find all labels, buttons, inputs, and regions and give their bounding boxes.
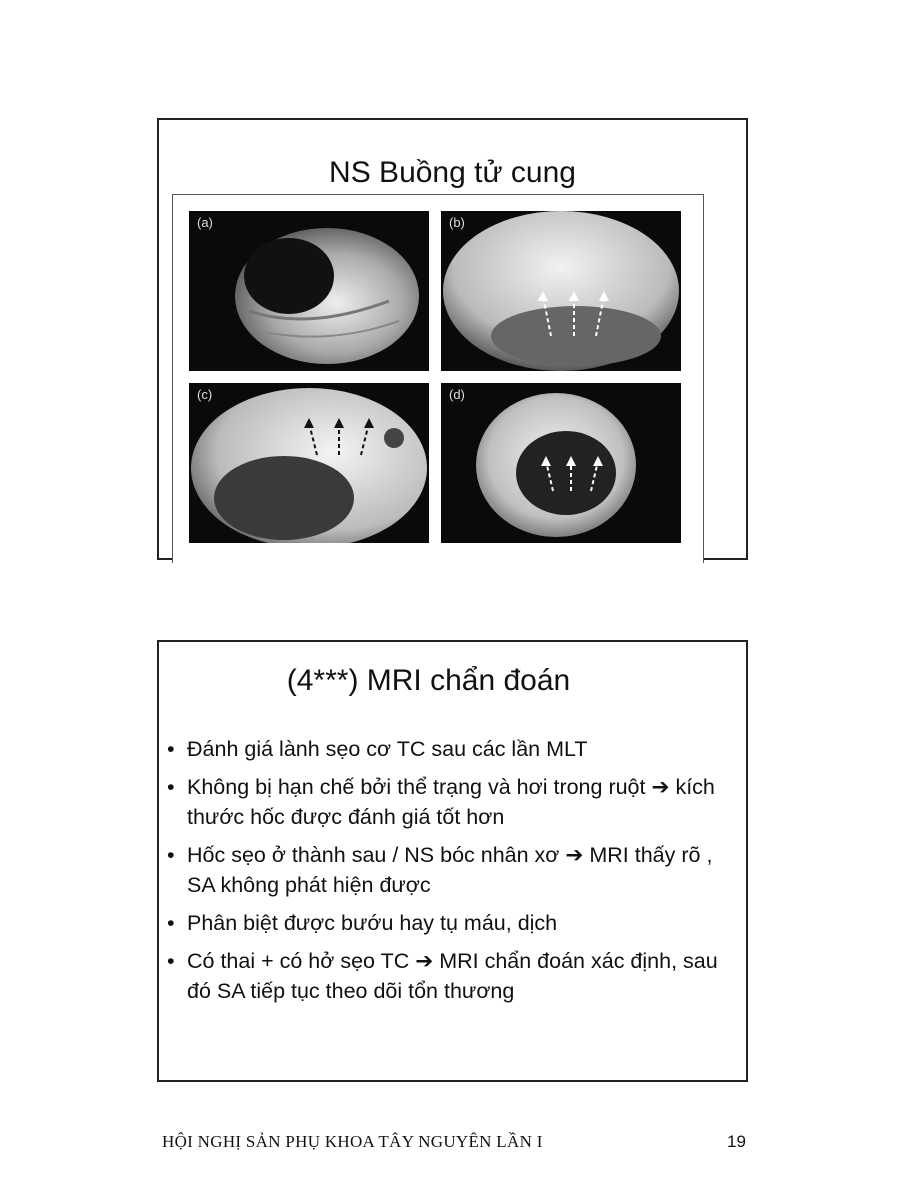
bullet-item: • Có thai + có hở sẹo TC ➔ MRI chẩn đoán xác định, sau đó SA tiếp tục theo dõi tổn thương — [165, 946, 736, 1006]
panel-label: (c) — [197, 387, 213, 402]
panel-label: (b) — [449, 215, 465, 230]
slide-title: NS Buồng tử cung — [329, 156, 576, 189]
bullet-dot-icon: • — [167, 775, 175, 799]
slide-hysteroscopy — [157, 118, 748, 560]
panel-label: (a) — [197, 215, 213, 230]
slide-title: (4***) MRI chẩn đoán — [286, 664, 571, 697]
bullet-item: • Đánh giá lành sẹo cơ TC sau các lần MLT — [165, 734, 736, 764]
bullet-list — [165, 734, 736, 1014]
figure-panel-a — [189, 211, 429, 371]
bullet-item: • Hốc sẹo ở thành sau / NS bóc nhân xơ ➔ MRI thấy rõ , SA không phát hiện được — [165, 840, 736, 900]
bullet-dot-icon: • — [167, 737, 175, 761]
bullet-dot-icon: • — [167, 843, 175, 867]
figure-panel-b — [441, 211, 681, 371]
bullet-item: • Không bị hạn chế bởi thể trạng và hơi trong ruột ➔ kích thước hốc được đánh giá tốt hơn — [165, 772, 736, 832]
bullet-dot-icon: • — [167, 949, 175, 973]
footer-conference-title: HỘI NGHỊ SẢN PHỤ KHOA TÂY NGUYÊN LẦN I — [162, 1132, 543, 1151]
slide-mri-diagnosis — [157, 640, 748, 1082]
page-number: 19 — [727, 1132, 746, 1151]
hysteroscopy-figure — [172, 194, 704, 563]
figure-panel-d — [441, 383, 681, 543]
figure-panel-c — [189, 383, 429, 543]
bullet-dot-icon: • — [167, 911, 175, 935]
panel-label: (d) — [449, 387, 465, 402]
bullet-item: • Phân biệt được bướu hay tụ máu, dịch — [165, 908, 736, 938]
